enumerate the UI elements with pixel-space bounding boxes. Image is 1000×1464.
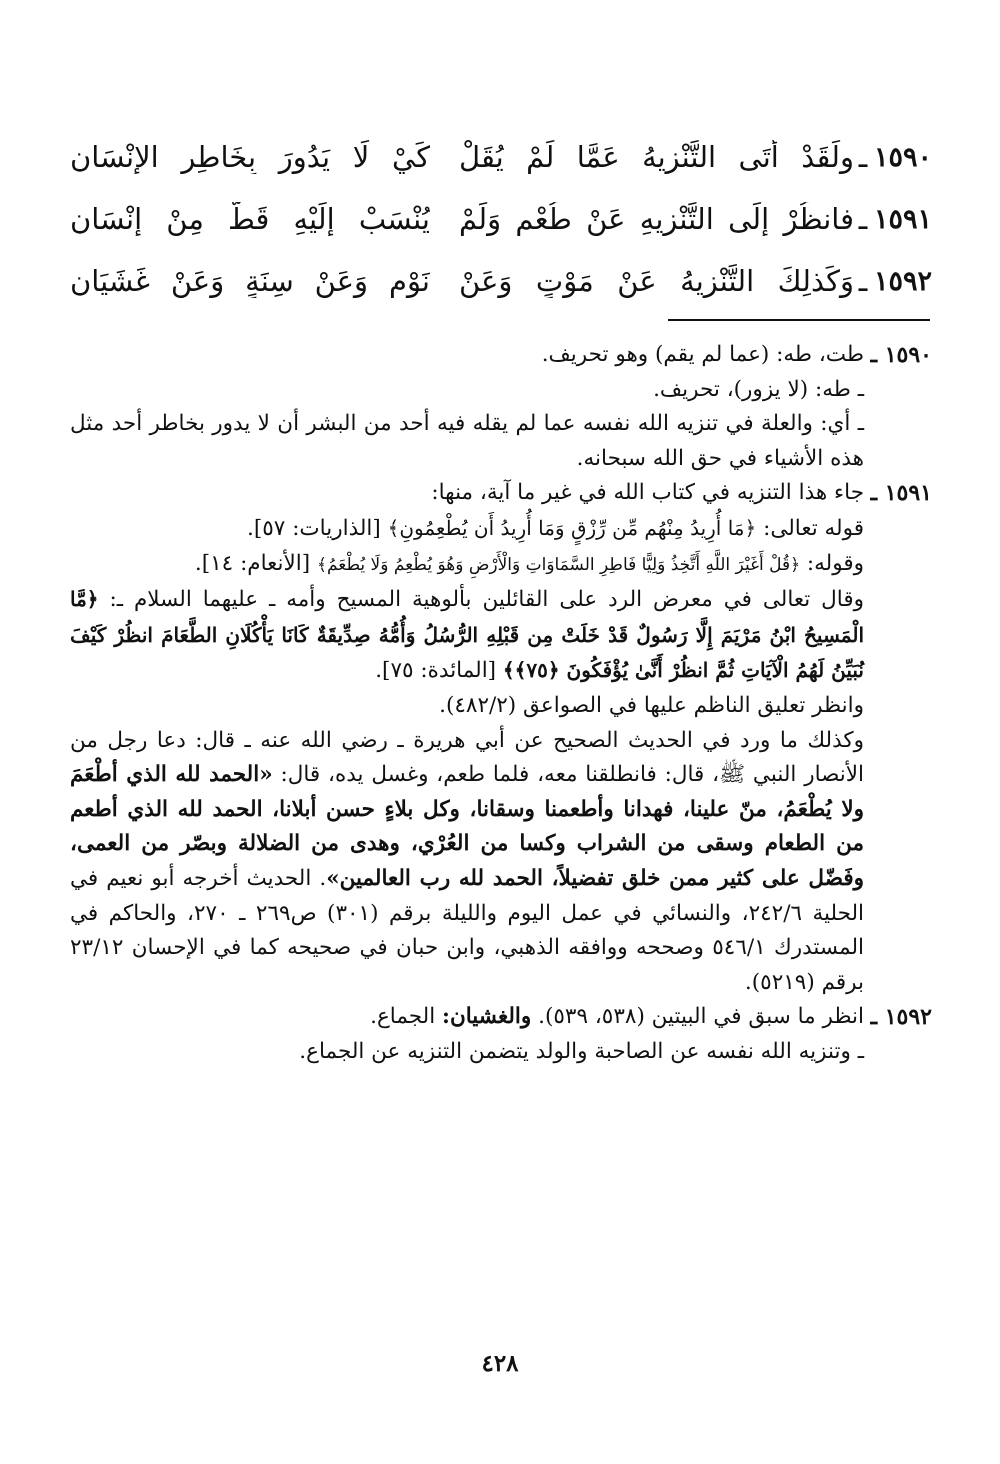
verse-first-hemistich: فانظُرْ إِلَى التَّنْزِيهِ عَنْ طُعْمٍ وَلَمْ — [459, 202, 854, 236]
verse-number: ١٥٩٢ — [873, 265, 932, 297]
citation-reference: [المائدة: ٧٥]. — [375, 658, 497, 684]
hadith-source: . الحديث أخرجه أبو نعيم في الحلية ٢٤٢/٦، والنسائي في عمل اليوم والليلة برقم (٣٠١) ص٢٦٩ ـ ٢٧٠، والحاكم في المستدرك ٥٤٦/١ وصححه ووافقه الذهبي، وابن حبان في صحيحه كما في الإحسان ٢٣/١٢ برقم (٥٢١٩). — [70, 865, 865, 995]
footnotes — [70, 338, 932, 1069]
footnote-line — [70, 1000, 864, 1035]
verse-separator: ـ — [858, 264, 868, 298]
citation-reference: [الذاريات: ٥٧]. — [247, 515, 381, 541]
footnote-line: ـ وتنزيه الله نفسه عن الصاحبة والولد يتضمن التنزيه عن الجماع. — [299, 1038, 864, 1064]
verse-1590 — [70, 126, 932, 188]
verse-number: ١٥٩٠ — [873, 141, 932, 173]
verse-first-hemistich: ولَقَدْ أَتَى التَّنْزِيهُ عَمَّا لَمْ يُقَلْ — [459, 140, 854, 174]
footnote-1592 — [70, 1000, 932, 1035]
poem — [70, 126, 932, 312]
verse-number: ١٥٩١ — [873, 203, 932, 235]
footnote-1590 — [70, 338, 932, 373]
footnote-body — [70, 1000, 864, 1035]
quran-verse: ﴿مَا أُرِيدُ مِنْهُم مِّن رِّزْقٍ وَمَا أُرِيدُ أَن يُطْعِمُونِ﴾ — [387, 515, 757, 540]
footnote-line: طت، طه: (عما لم يقم) وهو تحريف. — [541, 342, 864, 367]
footnote-line: وانظر تعليق الناظم عليها في الصواعق (٤٨٢/٢). — [439, 692, 864, 718]
footnote-body — [70, 338, 864, 373]
glossary-term: والغشيان: — [442, 1004, 532, 1030]
hadith-text: «الحمد لله الذي أطْعَمَ ولا يُطْعَمُ، منّ علينا، فهدانا وأطعمنا وسقانا، وكل بلاءٍ حسن أبلانا، الحمد لله الذي أطعم من الطعام وسقى من الشراب وكسا من العُرْي، وهدى من الضلالة وبصّر من العمى، وفَضّل على كثير ممن خلق تفضيلاً، الحمد لله رب العالمين» — [70, 762, 864, 891]
citation-lead: وقوله: — [806, 550, 864, 576]
footnote-line: ـ طه: (لا يزور)، تحريف. — [653, 376, 864, 402]
footnote-number: ١٥٩٠ ـ — [870, 342, 932, 368]
footnote-number: ١٥٩١ ـ — [870, 480, 932, 507]
page-number: ٤٢٨ — [481, 1350, 519, 1377]
footnote-number: ١٥٩٢ ـ — [870, 1004, 932, 1031]
footnote-paragraph: ـ أي: والعلة في تنزيه الله نفسه عما لم يقله فيه أحد من البشر أن لا يدور بخاطر أحد مثل هذه الأشياء في حق الله سبحانه. — [70, 411, 864, 471]
footnote-1591-continuation — [70, 511, 932, 1000]
hadith-intro: وكذلك ما ورد في الحديث الصحيح عن أبي هريرة ـ رضي الله عنه ـ قال: دعا رجل من الأنصار النبي ﷺ، قال: فانطلقنا معه، فلما طعم، وغسل يده، قال: — [70, 727, 864, 788]
footnote-1591 — [70, 476, 932, 511]
verse-second-hemistich: نَوْمٍ وَعَنْ سِنَةٍ وَعَنْ غَشَيَانِ — [70, 264, 430, 298]
glossary-definition: الجماع. — [370, 1004, 436, 1030]
verse-1592 — [70, 250, 932, 312]
verse-separator: ـ — [858, 140, 868, 174]
citation-lead: وقال تعالى في معرض الرد على القائلين بألوهية المسيح وأمه ـ عليهما السلام ـ: — [109, 587, 864, 613]
quran-verse: ﴿مَّا الْمَسِيحُ ابْنُ مَرْيَمَ إِلَّا رَسُولٌ قَدْ خَلَتْ مِن قَبْلِهِ الرُّسُلُ وَأُمُّهُ صِدِّيقَةٌ كَانَا يَأْكُلَانِ الطَّعَامَ انظُرْ كَيْفَ نُبَيِّنُ لَهُمُ الْآيَاتِ ثُمَّ انظُرْ أَنَّىٰ يُؤْفَكُونَ ﴿٧٥﴾﴾ — [70, 587, 864, 683]
footnote-divider — [668, 319, 930, 321]
quran-citation — [70, 547, 864, 583]
quran-verse: ﴿قُلْ أَغَيْرَ اللَّهِ أَتَّخِذُ وَلِيًّا فَاطِرِ السَّمَاوَاتِ وَالْأَرْضِ وَهُوَ يُطْعِمُ وَلَا يُطْعَمُ﴾ — [317, 554, 801, 575]
citation-lead: قوله تعالى: — [763, 515, 864, 541]
verse-separator: ـ — [858, 202, 868, 236]
footnote-body — [70, 476, 864, 511]
quran-citation — [70, 582, 864, 689]
quran-citation — [70, 511, 864, 547]
footnote-line: جاء هذا التنزيه في كتاب الله في غير ما آية، منها: — [431, 480, 864, 506]
verse-second-hemistich: يُنْسَبْ إِلَيْهِ قَطُّ مِنْ إِنْسَانِ — [70, 202, 430, 236]
verse-1591 — [70, 188, 932, 250]
footnote-text: انظر ما سبق في البيتين (٥٣٨، ٥٣٩). — [538, 1004, 864, 1030]
verse-second-hemistich: كَيْ لَا يَدُورَ بِخَاطِرِ الإِنْسَانِ — [70, 140, 430, 174]
hadith-paragraph — [70, 724, 864, 1001]
citation-reference: [الأنعام: ١٤]. — [194, 550, 311, 576]
verse-first-hemistich: وَكَذلِكَ التَّنْزِيهُ عَنْ مَوْتٍ وَعَنْ — [459, 264, 854, 298]
